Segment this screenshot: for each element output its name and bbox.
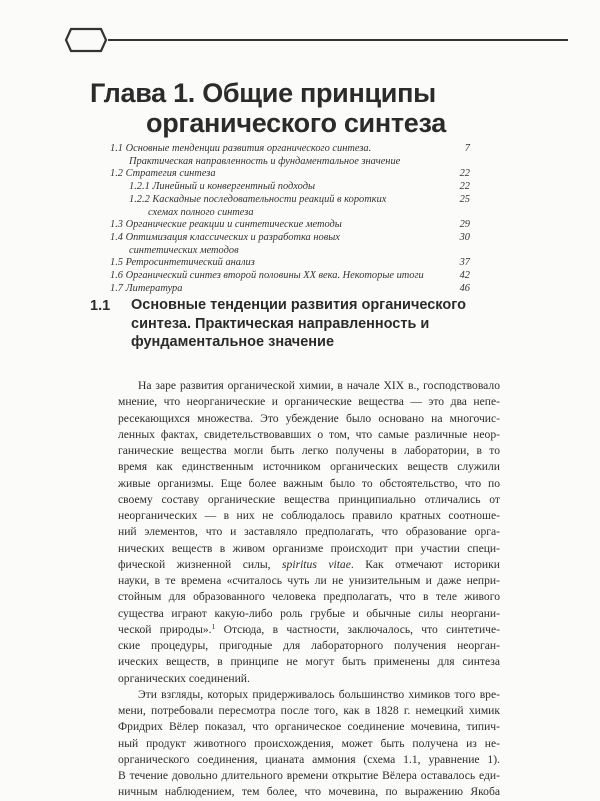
text-line: Фридрих Вёлер показал, что органическое соединение мочевина, типич- xyxy=(118,720,500,734)
text-line: На заре развития органической химии, в начале XIX в., господствовало xyxy=(138,379,500,392)
text-line: своему составу органические вещества принципиально отличались от xyxy=(118,492,500,506)
text-line: ские процедуры, пригодные для лабораторного получения неорган- xyxy=(118,639,500,652)
text-line: существа играют какую-либо роль грубые и обычные силы неоргани- xyxy=(118,606,500,620)
toc-entry-1-1[interactable] xyxy=(110,143,470,156)
text-line: органического соединения, цианата аммония (схема 1.1, уравнение 1). xyxy=(118,752,500,766)
text-line: органических соединений. xyxy=(118,671,250,685)
toc-entry-page: 37 xyxy=(459,257,470,269)
text-line: живые организмы. Еще более важным было то обстоятельство, что по xyxy=(118,476,500,490)
toc-entry-1-1-cont xyxy=(110,156,470,169)
toc-entry-1-7[interactable] xyxy=(110,283,470,296)
toc-entry-1-4[interactable] xyxy=(110,232,470,245)
text-line xyxy=(118,622,500,638)
toc-entry-1-5[interactable] xyxy=(110,257,470,270)
chapter-title xyxy=(90,78,530,138)
toc-entry-page: 30 xyxy=(459,231,470,243)
toc-entry-1-2-1[interactable] xyxy=(110,181,470,194)
toc-entry-text: 1.2.1 Линейный и конвергентный подходы xyxy=(129,181,316,193)
text-line: науки, в те времена «считалось чуть ли не унизительным и даже непри- xyxy=(118,574,500,587)
toc-entry-page: 42 xyxy=(459,270,470,282)
toc-entry-page: 25 xyxy=(459,193,470,205)
toc-entry-text: 1.7 Литература xyxy=(110,282,183,294)
toc-entry-text: 1.4 Оптимизация классических и разработка новых xyxy=(110,231,340,243)
section-title-line: фундаментальное значение xyxy=(131,334,335,350)
text-line: мени, потребовали пересмотра после того, как в 1828 г. немецкий химик xyxy=(118,704,500,717)
text-line: ганические вещества могли быть легко получены в лаборатории, в то xyxy=(118,444,500,457)
text-line: нических веществ в живом организме происходит при участии специ- xyxy=(118,541,500,555)
text-line: Эти взгляды, которых придерживалось большинство химиков того вре- xyxy=(138,687,500,701)
toc-entry-page: 46 xyxy=(459,282,470,294)
toc-entry-1-2-2-cont xyxy=(110,207,470,220)
toc-entry-1-6[interactable] xyxy=(110,270,470,283)
section-title-line: синтеза. Практическая направленность и xyxy=(131,315,430,332)
text-span: ческой природы». xyxy=(118,622,212,636)
toc-entry-page: 22 xyxy=(459,168,470,180)
text-line: стойным для образованного человека предполагать, что в теле живого xyxy=(118,590,500,604)
text-line xyxy=(118,557,500,573)
toc-entry-text: 1.2.2 Каскадные последовательности реакций в коротких xyxy=(129,193,387,205)
text-line: ничным наблюдением, тем более, что мочевина, по выражению Якоба xyxy=(118,785,500,799)
chapter-title-line-1: Глава 1. Общие принципы xyxy=(90,78,436,108)
latin-term: spiritus vitae xyxy=(282,557,351,571)
text-line: время как единственным источником органических веществ служили xyxy=(118,460,500,474)
toc-entry-page: 29 xyxy=(459,219,470,231)
toc-entry-1-2[interactable] xyxy=(110,168,470,181)
text-line: мнение, что неорганические и органические вещества — это два непе- xyxy=(118,395,500,409)
toc-entry-text: Практическая направленность и фундаментальное значение xyxy=(129,155,401,167)
text-line: ний элементов, что и заставляло предполагать, что образование орга- xyxy=(118,525,500,539)
toc-entry-text: синтетических методов xyxy=(129,244,239,256)
text-line: ресекающихся множества. Это убеждение было основано на многочис- xyxy=(118,411,500,425)
body-text xyxy=(118,378,500,801)
chapter-hexagon-icon xyxy=(64,27,108,53)
toc-entry-text: схемах полного синтеза xyxy=(148,206,254,218)
toc-entry-1-3[interactable] xyxy=(110,219,470,232)
chapter-title-line-2: органического синтеза xyxy=(146,108,446,138)
toc-entry-text: 1.3 Органические реакции и синтетические методы xyxy=(110,219,342,231)
toc-entry-1-4-cont xyxy=(110,245,470,258)
text-span: фической жизненной силы, xyxy=(118,557,271,571)
toc-entry-page: 22 xyxy=(459,181,470,193)
toc-entry-text: 1.5 Ретросинтетический анализ xyxy=(110,257,255,269)
text-line: ленных фактах, свидетельствовавших о том, что самые различные неор- xyxy=(118,427,500,441)
section-title xyxy=(131,296,531,352)
toc-entry-1-2-2[interactable] xyxy=(110,194,470,207)
toc-entry-text: 1.6 Органический синтез второй половины XX века. Некоторые итоги xyxy=(110,270,424,282)
text-line: неорганических — в них не соблюдалось правило кратных соотноше- xyxy=(118,509,500,522)
section-title-line: Основные тенденции развития органического xyxy=(131,297,466,313)
text-line: В течение довольно длительного времени открытие Вёлера оставалось еди- xyxy=(118,769,500,782)
section-number: 1.1 xyxy=(90,298,111,314)
header-rule xyxy=(108,39,568,41)
text-line: ный продукт животного происхождения, может быть получена из не- xyxy=(118,736,500,750)
toc-entry-page: 7 xyxy=(464,143,470,154)
footnote-ref[interactable]: 1 xyxy=(211,621,216,631)
toc-entry-text: 1.1 Основные тенденции развития органического синтеза. xyxy=(110,143,372,154)
text-span: . Как отмечают историки xyxy=(350,557,500,571)
table-of-contents xyxy=(110,143,470,295)
toc-entry-text: 1.2 Стратегия синтеза xyxy=(110,168,216,180)
text-line: ических веществ, в принципе не могут быть применены для синтеза xyxy=(118,655,500,669)
text-span: Отсюда, в частности, заключалось, что синтетиче- xyxy=(215,622,500,636)
